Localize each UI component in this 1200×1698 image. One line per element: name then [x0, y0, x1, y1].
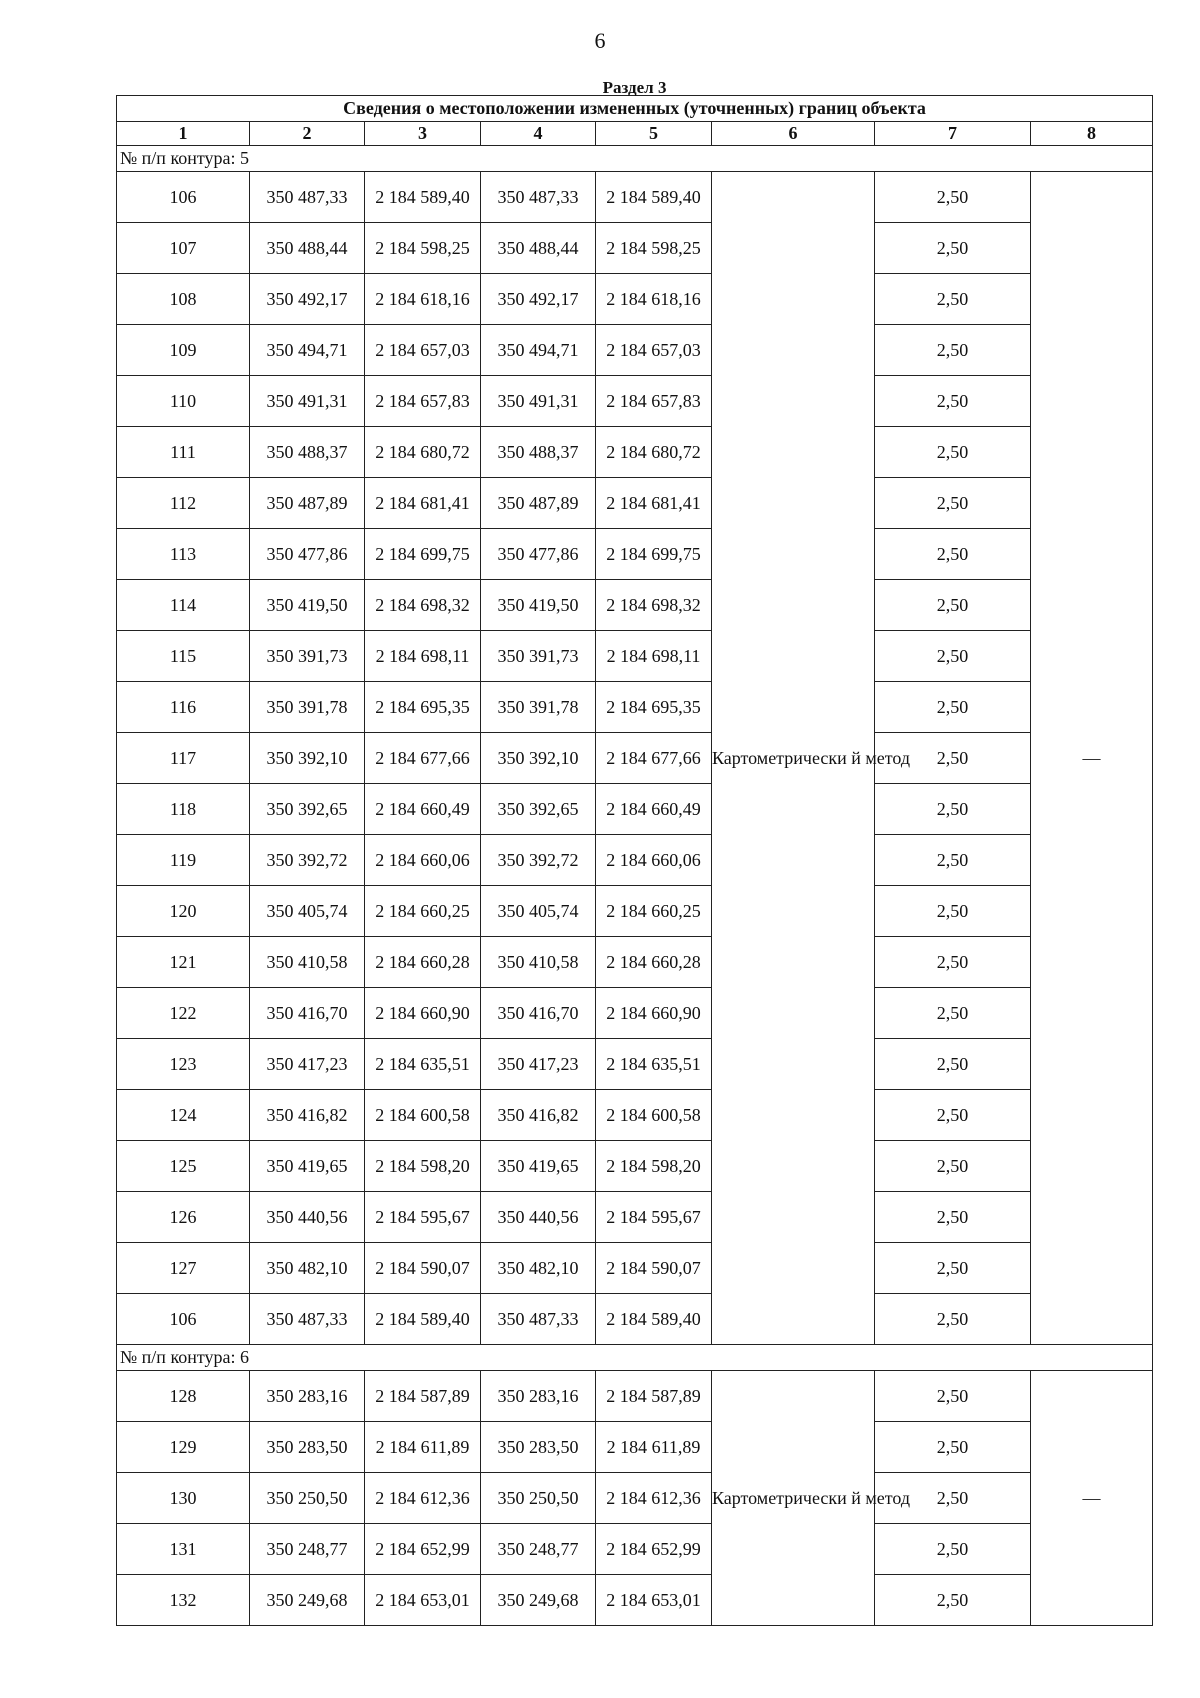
y-old: 2 184 699,75: [365, 529, 481, 580]
y-new: 2 184 698,32: [596, 580, 712, 631]
x-new: 350 392,72: [481, 835, 596, 886]
y-old: 2 184 652,99: [365, 1524, 481, 1575]
x-old: 350 417,23: [250, 1039, 365, 1090]
y-old: 2 184 698,11: [365, 631, 481, 682]
accuracy: 2,50: [875, 784, 1031, 835]
y-new: 2 184 657,83: [596, 376, 712, 427]
point-number: 123: [117, 1039, 250, 1090]
accuracy: 2,50: [875, 1294, 1031, 1345]
x-new: 350 248,77: [481, 1524, 596, 1575]
y-old: 2 184 635,51: [365, 1039, 481, 1090]
y-new: 2 184 699,75: [596, 529, 712, 580]
table-row: [117, 172, 1153, 223]
x-new: 350 410,58: [481, 937, 596, 988]
point-number: 110: [117, 376, 250, 427]
table-row: [117, 427, 1153, 478]
x-old: 350 250,50: [250, 1473, 365, 1524]
y-new: 2 184 652,99: [596, 1524, 712, 1575]
accuracy: 2,50: [875, 988, 1031, 1039]
accuracy: 2,50: [875, 682, 1031, 733]
y-old: 2 184 612,36: [365, 1473, 481, 1524]
point-number: 127: [117, 1243, 250, 1294]
point-number: 106: [117, 1294, 250, 1345]
column-number-row: [117, 122, 1153, 146]
x-new: 350 487,33: [481, 1294, 596, 1345]
y-old: 2 184 695,35: [365, 682, 481, 733]
y-new: 2 184 598,20: [596, 1141, 712, 1192]
table-row: [117, 1243, 1153, 1294]
x-new: 350 416,82: [481, 1090, 596, 1141]
accuracy: 2,50: [875, 376, 1031, 427]
point-number: 128: [117, 1371, 250, 1422]
accuracy: 2,50: [875, 274, 1031, 325]
x-new: 350 405,74: [481, 886, 596, 937]
table-row: [117, 784, 1153, 835]
x-old: 350 492,17: [250, 274, 365, 325]
section-row: [117, 81, 1153, 96]
x-new: 350 487,33: [481, 172, 596, 223]
contour-header-row: [117, 1345, 1153, 1371]
y-old: 2 184 660,49: [365, 784, 481, 835]
boundary-table: [116, 78, 1153, 1626]
accuracy: 2,50: [875, 1243, 1031, 1294]
y-old: 2 184 657,03: [365, 325, 481, 376]
accuracy: 2,50: [875, 631, 1031, 682]
table-row: [117, 1141, 1153, 1192]
accuracy: 2,50: [875, 1371, 1031, 1422]
y-old: 2 184 600,58: [365, 1090, 481, 1141]
table-row: [117, 988, 1153, 1039]
x-old: 350 391,78: [250, 682, 365, 733]
x-old: 350 488,37: [250, 427, 365, 478]
point-number: 113: [117, 529, 250, 580]
table-row: [117, 835, 1153, 886]
accuracy: 2,50: [875, 733, 1031, 784]
y-new: 2 184 612,36: [596, 1473, 712, 1524]
accuracy: 2,50: [875, 325, 1031, 376]
x-new: 350 416,70: [481, 988, 596, 1039]
table-row: [117, 1524, 1153, 1575]
y-old: 2 184 618,16: [365, 274, 481, 325]
table-row: [117, 682, 1153, 733]
point-number: 121: [117, 937, 250, 988]
x-new: 350 491,31: [481, 376, 596, 427]
x-new: 350 488,37: [481, 427, 596, 478]
table-row: [117, 1294, 1153, 1345]
x-old: 350 477,86: [250, 529, 365, 580]
y-new: 2 184 660,28: [596, 937, 712, 988]
x-new: 350 283,16: [481, 1371, 596, 1422]
y-new: 2 184 587,89: [596, 1371, 712, 1422]
point-number: 120: [117, 886, 250, 937]
x-old: 350 488,44: [250, 223, 365, 274]
method-cell: Картометрически й метод: [712, 1371, 875, 1626]
x-new: 350 488,44: [481, 223, 596, 274]
table-row: [117, 1575, 1153, 1626]
table-row: [117, 274, 1153, 325]
title-row: [117, 96, 1153, 122]
note-cell: —: [1031, 1371, 1153, 1626]
y-new: 2 184 611,89: [596, 1422, 712, 1473]
column-number: 8: [1031, 122, 1153, 146]
x-new: 350 392,65: [481, 784, 596, 835]
x-new: 350 487,89: [481, 478, 596, 529]
x-old: 350 419,50: [250, 580, 365, 631]
accuracy: 2,50: [875, 1039, 1031, 1090]
x-new: 350 440,56: [481, 1192, 596, 1243]
x-old: 350 283,50: [250, 1422, 365, 1473]
point-number: 132: [117, 1575, 250, 1626]
point-number: 118: [117, 784, 250, 835]
x-old: 350 392,72: [250, 835, 365, 886]
page-number: 6: [594, 28, 606, 53]
y-new: 2 184 600,58: [596, 1090, 712, 1141]
y-new: 2 184 681,41: [596, 478, 712, 529]
x-new: 350 250,50: [481, 1473, 596, 1524]
column-number: 6: [712, 122, 875, 146]
x-old: 350 249,68: [250, 1575, 365, 1626]
accuracy: 2,50: [875, 1141, 1031, 1192]
table-row: [117, 580, 1153, 631]
table-row: [117, 1192, 1153, 1243]
x-old: 350 491,31: [250, 376, 365, 427]
y-new: 2 184 695,35: [596, 682, 712, 733]
x-new: 350 391,78: [481, 682, 596, 733]
x-new: 350 492,17: [481, 274, 596, 325]
accuracy: 2,50: [875, 1422, 1031, 1473]
x-new: 350 419,50: [481, 580, 596, 631]
y-new: 2 184 660,90: [596, 988, 712, 1039]
point-number: 124: [117, 1090, 250, 1141]
y-new: 2 184 660,49: [596, 784, 712, 835]
point-number: 126: [117, 1192, 250, 1243]
table-row: [117, 1371, 1153, 1422]
table-row: [117, 529, 1153, 580]
point-number: 117: [117, 733, 250, 784]
accuracy: 2,50: [875, 1192, 1031, 1243]
table-row: [117, 631, 1153, 682]
x-old: 350 392,65: [250, 784, 365, 835]
table-row: [117, 1090, 1153, 1141]
y-new: 2 184 660,06: [596, 835, 712, 886]
table-row: [117, 325, 1153, 376]
x-new: 350 419,65: [481, 1141, 596, 1192]
point-number: 116: [117, 682, 250, 733]
y-old: 2 184 698,32: [365, 580, 481, 631]
table-row: [117, 937, 1153, 988]
y-old: 2 184 590,07: [365, 1243, 481, 1294]
table-row: [117, 886, 1153, 937]
y-new: 2 184 680,72: [596, 427, 712, 478]
point-number: 112: [117, 478, 250, 529]
y-new: 2 184 589,40: [596, 1294, 712, 1345]
accuracy: 2,50: [875, 1524, 1031, 1575]
x-old: 350 482,10: [250, 1243, 365, 1294]
y-new: 2 184 657,03: [596, 325, 712, 376]
x-old: 350 283,16: [250, 1371, 365, 1422]
y-old: 2 184 657,83: [365, 376, 481, 427]
accuracy: 2,50: [875, 1473, 1031, 1524]
x-old: 350 392,10: [250, 733, 365, 784]
accuracy: 2,50: [875, 937, 1031, 988]
x-old: 350 494,71: [250, 325, 365, 376]
x-new: 350 482,10: [481, 1243, 596, 1294]
y-old: 2 184 660,90: [365, 988, 481, 1039]
table-row: [117, 223, 1153, 274]
accuracy: 2,50: [875, 478, 1031, 529]
point-number: 125: [117, 1141, 250, 1192]
point-number: 107: [117, 223, 250, 274]
y-new: 2 184 618,16: [596, 274, 712, 325]
column-number: 3: [365, 122, 481, 146]
y-new: 2 184 598,25: [596, 223, 712, 274]
y-new: 2 184 698,11: [596, 631, 712, 682]
y-new: 2 184 653,01: [596, 1575, 712, 1626]
point-number: 129: [117, 1422, 250, 1473]
table-row: [117, 478, 1153, 529]
contour-header-row: [117, 146, 1153, 172]
table-row: [117, 1473, 1153, 1524]
y-old: 2 184 595,67: [365, 1192, 481, 1243]
y-old: 2 184 611,89: [365, 1422, 481, 1473]
column-number: 7: [875, 122, 1031, 146]
x-old: 350 405,74: [250, 886, 365, 937]
point-number: 109: [117, 325, 250, 376]
point-number: 115: [117, 631, 250, 682]
x-old: 350 416,82: [250, 1090, 365, 1141]
x-new: 350 249,68: [481, 1575, 596, 1626]
accuracy: 2,50: [875, 223, 1031, 274]
y-old: 2 184 660,28: [365, 937, 481, 988]
y-new: 2 184 660,25: [596, 886, 712, 937]
column-number: 5: [596, 122, 712, 146]
y-old: 2 184 653,01: [365, 1575, 481, 1626]
section-title: Раздел 3: [602, 78, 667, 97]
x-new: 350 391,73: [481, 631, 596, 682]
x-old: 350 487,89: [250, 478, 365, 529]
x-old: 350 248,77: [250, 1524, 365, 1575]
y-new: 2 184 677,66: [596, 733, 712, 784]
table-row: [117, 1422, 1153, 1473]
y-old: 2 184 677,66: [365, 733, 481, 784]
y-old: 2 184 589,40: [365, 1294, 481, 1345]
table-title: Сведения о местоположении измененных (уточненных) границ объекта: [117, 96, 1153, 122]
y-old: 2 184 598,20: [365, 1141, 481, 1192]
column-number: 1: [117, 122, 250, 146]
table-row: [117, 733, 1153, 784]
point-number: 119: [117, 835, 250, 886]
y-new: 2 184 589,40: [596, 172, 712, 223]
y-old: 2 184 680,72: [365, 427, 481, 478]
y-old: 2 184 660,06: [365, 835, 481, 886]
x-new: 350 392,10: [481, 733, 596, 784]
y-new: 2 184 635,51: [596, 1039, 712, 1090]
accuracy: 2,50: [875, 529, 1031, 580]
x-old: 350 410,58: [250, 937, 365, 988]
accuracy: 2,50: [875, 1090, 1031, 1141]
y-old: 2 184 660,25: [365, 886, 481, 937]
x-old: 350 487,33: [250, 1294, 365, 1345]
accuracy: 2,50: [875, 580, 1031, 631]
point-number: 131: [117, 1524, 250, 1575]
table-body: [117, 78, 1153, 1626]
x-new: 350 283,50: [481, 1422, 596, 1473]
table-row: [117, 1039, 1153, 1090]
note-cell: —: [1031, 172, 1153, 1345]
point-number: 108: [117, 274, 250, 325]
x-new: 350 417,23: [481, 1039, 596, 1090]
y-old: 2 184 681,41: [365, 478, 481, 529]
contour-label: № п/п контура: 5: [117, 146, 1153, 172]
x-old: 350 419,65: [250, 1141, 365, 1192]
x-old: 350 487,33: [250, 172, 365, 223]
contour-label: № п/п контура: 6: [117, 1345, 1153, 1371]
accuracy: 2,50: [875, 172, 1031, 223]
point-number: 114: [117, 580, 250, 631]
y-old: 2 184 587,89: [365, 1371, 481, 1422]
accuracy: 2,50: [875, 427, 1031, 478]
y-new: 2 184 590,07: [596, 1243, 712, 1294]
point-number: 111: [117, 427, 250, 478]
x-old: 350 391,73: [250, 631, 365, 682]
table-row: [117, 376, 1153, 427]
accuracy: 2,50: [875, 835, 1031, 886]
x-new: 350 477,86: [481, 529, 596, 580]
point-number: 130: [117, 1473, 250, 1524]
column-number: 2: [250, 122, 365, 146]
column-number: 4: [481, 122, 596, 146]
accuracy: 2,50: [875, 1575, 1031, 1626]
y-old: 2 184 589,40: [365, 172, 481, 223]
accuracy: 2,50: [875, 886, 1031, 937]
x-old: 350 440,56: [250, 1192, 365, 1243]
y-old: 2 184 598,25: [365, 223, 481, 274]
point-number: 122: [117, 988, 250, 1039]
x-new: 350 494,71: [481, 325, 596, 376]
point-number: 106: [117, 172, 250, 223]
x-old: 350 416,70: [250, 988, 365, 1039]
method-cell: Картометрически й метод: [712, 172, 875, 1345]
y-new: 2 184 595,67: [596, 1192, 712, 1243]
